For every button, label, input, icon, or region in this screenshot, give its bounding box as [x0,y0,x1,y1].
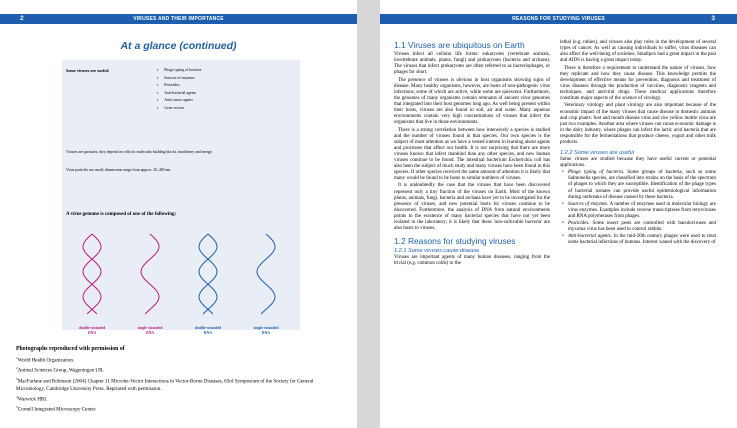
paragraph: Some viruses are studied because they have useful current or potential applications. [560,156,716,168]
paragraph: Viruses are important agents of many human diseases, ranging from the trivial (e.g. common colds) to the [394,254,550,266]
page-number: 3 [711,15,715,22]
use-item: ▪ Pesticides [157,82,201,90]
genome-diagram [62,230,300,335]
size-text: Virus particles are small; dimensions range from approx. 20–400 nm. [66,168,172,172]
photos-heading: Photographs reproduced with permission of [16,346,125,352]
paragraph: lethal (e.g. rabies), and viruses also play roles in the development of several types of cancer. As well as causing individuals to suffer, virus diseases can also affect the well-being of societies. Smallpox had a great impact in the past and AIDS is having a great impact today. [560,40,716,64]
uses-list [157,67,201,113]
left-page [0,0,357,428]
use-item: ▪ Anti-cancer agents [157,97,201,105]
running-head: VIRUSES AND THEIR IMPORTANCE [133,16,224,22]
genome-label: double-stranded RNA [194,326,222,335]
section-heading: 1.1 Viruses are ubiquitous on Earth [394,40,525,50]
bullet-item: • Sources of enzymes. A number of enzymes used in molecular biology are virus enzymes. Examples include reverse transcriptases from retroviruses and RNA polymerases from phages. [568,202,716,220]
paragraph: It is undoubtedly the case that the viruses that have been discovered represent only a tiny fraction of the viruses on Earth. Most of the known plants, animals, fungi, bacteria and archaea have yet to be investigated for the presence of viruses, and new potential hosts for viruses continue to be discovered. Furthermore, the analysis of DNA from natural environments points to the existence of many bacterial species that have not yet been isolated in the laboratory; it is likely that these 'non-cultivable bacteria' are also hosts to viruses. [394,183,550,231]
credit-item: $^5$Cornell Integrated Microscopy Center. [16,405,97,413]
use-item: ▪ Phage typing of bacteria [157,67,201,75]
helix-strand [83,234,101,314]
credit-item: $^4$Warwick HRI. [16,394,48,403]
text-column-1 [394,40,550,268]
credits-list [16,355,341,415]
credit-item: $^2$Animal Sciences Group, Wageningen UR. [16,366,104,375]
useful-label: Some viruses are useful: [66,68,110,73]
page-number: 2 [20,15,24,22]
subsection-heading: 1.2.2 Some viruses are useful [560,149,634,156]
paragraph: There is therefore a requirement to understand the nature of viruses, how they replicate and how they cause disease. This knowledge permits the development of effective means for prevention, diagnosis and treatment of virus diseases through the production of vaccines, diagnostic reagents and techniques, and antiviral drugs. These medical applications therefore constitute major aspects of the science of virology. [560,65,716,101]
credit-item: $^3$MacFarlane and Robinson (2004) Chapter 11 Microbe-Vector Interactions in Vector-Borne Diseases, 63rd Symposium of the Society for General Microbiology, Cambridge University Press. Reprinted with permission. [16,376,314,393]
helix-svg [62,230,300,325]
right-header-bar [380,14,737,24]
subsection-heading: 1.2.1 Some viruses cause disease [394,247,480,254]
paragraph: Veterinary virology and plant virology are also important because of the economic impact of the many viruses that cause disease in domestic animals and crop plants: foot and mouth disease virus and rice yellow mottle virus are just two examples. Another area where viruses can cause economic damage is in the dairy industry, where phages can infect the lactic acid bacteria that are responsible for the fermentations that produce cheese, yogurt and other milk products. [560,103,716,145]
helix-strand [257,234,275,314]
uses-bullet-list [560,170,716,246]
helix-strand [141,234,159,314]
section-heading: 1.2 Reasons for studying viruses [394,235,516,246]
helix-strand [83,234,101,314]
paragraph: Viruses infect all cellular life forms: eukaryotes (vertebrate animals, invertebrate animals, plants, fungi) and prokaryotes (bacteria and archaea). The viruses that infect prokaryotes are often referred to as bacteriophages, or phages for short. [394,52,550,76]
credit-item: $^1$World Health Organization. [16,356,75,364]
genome-label: single-stranded DNA [137,326,163,335]
use-item: ▪ Gene vectors [157,105,201,113]
paragraph: The presence of viruses is obvious in host organisms showing signs of disease. Many healthy organisms, however, are hosts of non-pathogenic virus infections, some of which are active, while some are quiescent. Furthermore, the genomes of many organisms contain remnants of ancient virus genomes that integrated into their host genomes long ago. As well being present within their hosts, viruses are also found in soil, air and water. Many aqueous environments contain very high concentrations of viruses that infect the organisms that live in those environments. [394,77,550,126]
use-item: ▪ Anti-bacterial agents [157,90,201,98]
page-title: At a glance (continued) [120,40,237,52]
left-header-bar [0,14,357,24]
helix-strand [199,234,217,314]
genome-title: A virus genome is composed of one of the following: [66,212,177,217]
text-column-2 [560,40,716,247]
parasite-text: Viruses are parasites; they depend on cells for molecular building blocks, machinery and energy. [66,150,213,154]
genome-label: single-stranded RNA [253,326,279,335]
use-item: ▪ Sources of enzymes [157,75,201,83]
helix-strand [199,234,217,314]
genome-label: double-stranded DNA [78,326,106,335]
running-head: REASONS FOR STUDYING VIRUSES [512,16,605,22]
right-page [380,0,737,428]
bullet-item: • Anti-bacterial agents. In the mid-20th century phages were used to treat some bacterial infections of humans. Interest waned with the discovery of [568,234,716,246]
bullet-item: • Phage typing of bacteria. Some groups of bacteria, such as some Salmonella species, are classified into strains on the basis of the spectrum of phages to which they are susceptible. Identification of the phage types of bacterial isolates can provide useful epidemiological information during outbreaks of disease caused by these bacteria. [568,170,716,200]
summary-box [62,60,300,335]
bullet-item: • Pesticides. Some insect pests are controlled with baculoviruses and myxoma virus has been used to control rabbits. [568,221,716,233]
paragraph: There is a strong correlation between how intensively a species is studied and the number of viruses found in that species. Our own species is the subject of most attention as we have a vested interest in learning about agents and processes that affect our health. It is not surprising that there are more viruses known that infect mankind than any other species, and new human viruses continue to be found. The intestinal bacterium Escherichia coli has also been the subject of much study and many viruses have been found in this species. If other species received the same amount of attention it is likely that many would be found to be hosts to similar numbers of viruses. [394,127,550,181]
